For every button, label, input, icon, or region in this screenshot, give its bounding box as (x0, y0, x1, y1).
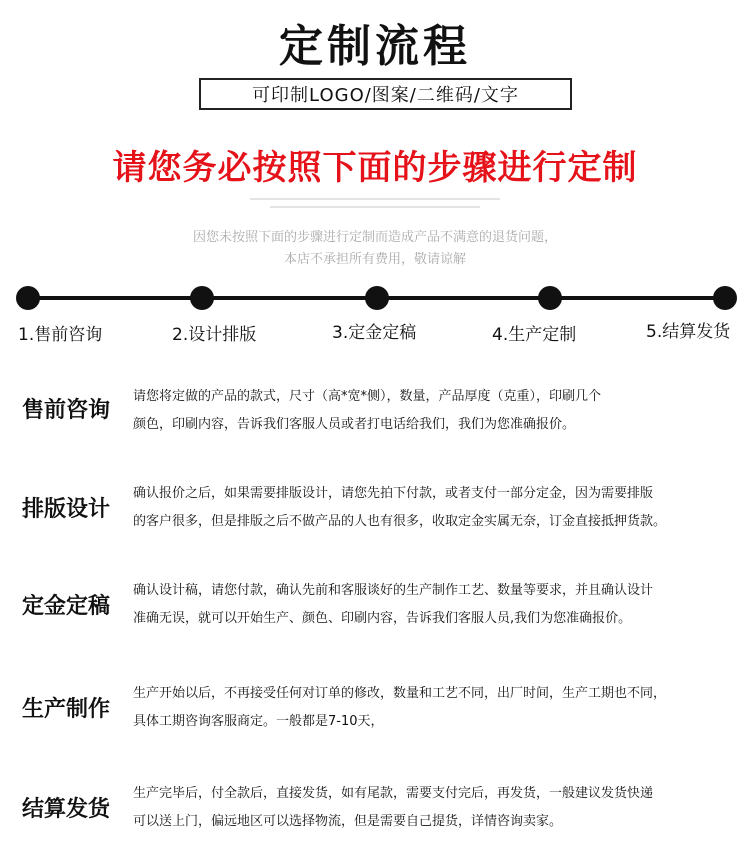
decorative-divider (270, 206, 480, 208)
section-line: 确认设计稿，请您付款，确认先前和客服谈好的生产制作工艺、数量等要求，并且确认设计 (133, 583, 654, 598)
section-heading-design: 排版设计 (22, 497, 111, 522)
subtitle-box: 可印制LOGO/图案/二维码/文字 (199, 78, 572, 110)
timeline-dot (190, 286, 214, 310)
notice-headline: 请您务必按照下面的步骤进行定制 (112, 148, 638, 188)
section-body-deposit (133, 577, 743, 633)
decorative-divider (250, 198, 500, 200)
section-line: 请您将定做的产品的款式，尺寸（高*宽*侧），数量，产品厚度（克重），印刷几个 (133, 389, 602, 404)
section-line: 生产开始以后，不再接受任何对订单的修改，数量和工艺不同，出厂时间，生产工期也不同， (133, 686, 667, 701)
section-heading-production: 生产制作 (22, 697, 111, 722)
timeline-dot (713, 286, 737, 310)
section-line: 具体工期咨询客服商定。一般都是7-10天， (133, 714, 384, 729)
process-timeline (0, 286, 750, 310)
section-body-production (133, 680, 743, 736)
step-label-4: 4.生产定制 (492, 325, 577, 345)
section-line: 可以送上门，偏远地区可以选择物流，但是需要自己提货，详情咨询卖家。 (133, 814, 563, 829)
section-heading-deposit: 定金定稿 (22, 594, 111, 619)
step-label-1: 1.售前咨询 (18, 325, 103, 345)
section-line: 确认报价之后，如果需要排版设计，请您先拍下付款，或者支付一部分定金，因为需要排版 (133, 486, 654, 501)
notice-note-line2: 本店不承担所有费用，敬请谅解 (283, 252, 466, 267)
page-title: 定制流程 (279, 21, 471, 72)
step-label-5: 5.结算发货 (646, 322, 731, 342)
section-line: 准确无误，就可以开始生产、颜色、印刷内容，告诉我们客服人员,我们为您准确报价。 (133, 611, 632, 626)
section-line: 的客户很多，但是排版之后不做产品的人也有很多，收取定金实属无奈，订金直接抵押货款。 (133, 514, 667, 529)
step-label-3: 3.定金定稿 (332, 323, 417, 343)
notice-note-line1: 因您未按照下面的步骤进行定制而造成产品不满意的退货问题， (192, 230, 557, 245)
section-body-presale (133, 383, 743, 439)
timeline-dot (16, 286, 40, 310)
step-label-2: 2.设计排版 (172, 325, 257, 345)
section-heading-settlement: 结算发货 (22, 797, 111, 822)
section-heading-presale: 售前咨询 (22, 398, 111, 423)
section-line: 生产完毕后，付全款后，直接发货，如有尾款，需要支付完后，再发货，一般建议发货快递 (133, 786, 654, 801)
timeline-dot (538, 286, 562, 310)
timeline-dot (365, 286, 389, 310)
section-body-design (133, 480, 743, 536)
section-body-settlement (133, 780, 743, 836)
section-line: 颜色，印刷内容，告诉我们客服人员或者打电话给我们，我们为您准确报价。 (133, 417, 576, 432)
